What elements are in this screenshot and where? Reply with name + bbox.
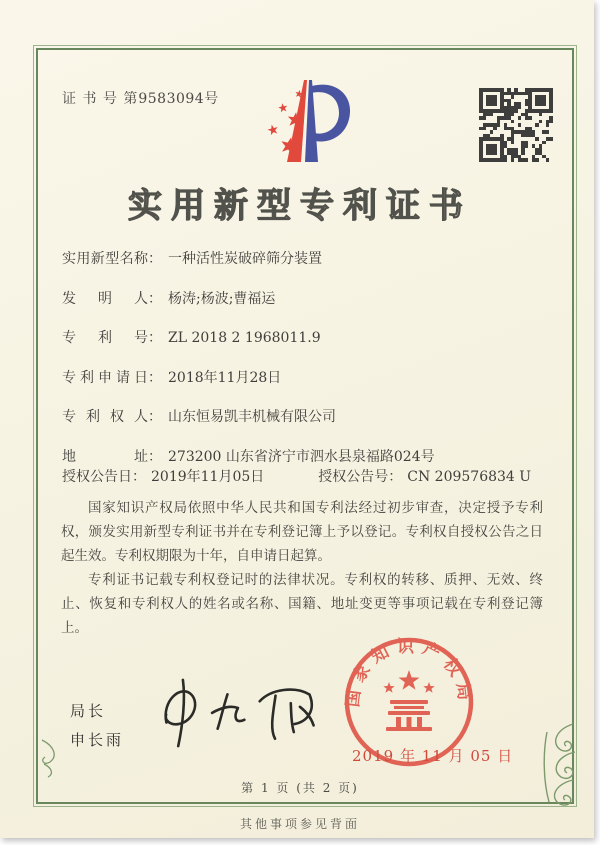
certificate-title: 实用新型专利证书 bbox=[128, 186, 472, 226]
seal-ring-text: 国家知识产权局 bbox=[343, 636, 475, 709]
field-patentee: 专利权人： 山东恒易凯丰机械有限公司 bbox=[62, 409, 336, 425]
grant-date-label: 授权公告日 bbox=[62, 469, 132, 485]
corner-flourish-small-icon bbox=[38, 738, 62, 778]
field-filing-date-value: 2018年11月28日 bbox=[168, 369, 282, 386]
field-filing-date: 专利申请日： 2018年11月28日 bbox=[62, 369, 282, 386]
field-inventor-value: 杨涛;杨波;曹福运 bbox=[168, 290, 276, 307]
page-number: 第 1 页 (共 2 页) bbox=[241, 781, 359, 795]
field-patent-no: 专利号： ZL 2018 2 1968011.9 bbox=[62, 330, 321, 346]
qr-code bbox=[479, 88, 553, 162]
field-name: 实用新型名称： 一种活性炭破碎筛分装置 bbox=[62, 251, 322, 267]
back-side-note: 其他事项参见背面 bbox=[239, 817, 360, 831]
cert-no-prefix: 证 书 号 第 bbox=[62, 91, 139, 107]
field-patentee-value: 山东恒易凯丰机械有限公司 bbox=[168, 409, 336, 425]
seal-date: 2019 年 11 月 05 日 bbox=[352, 747, 514, 765]
grant-row: 授权公告日： 2019年11月05日 授权公告号： CN 209576834 U bbox=[62, 469, 532, 485]
field-address: 地址： 273200 山东省济宁市泗水县泉福路024号 bbox=[62, 448, 435, 465]
director-title: 局长 bbox=[70, 703, 107, 720]
field-inventor: 发明人： 杨涛;杨波;曹福运 bbox=[62, 290, 276, 307]
director-name: 申长雨 bbox=[70, 731, 125, 749]
cert-no-value: 9583094 bbox=[138, 91, 205, 107]
corner-flourish-icon bbox=[537, 722, 581, 808]
field-name-value: 一种活性炭破碎筛分装置 bbox=[168, 251, 322, 267]
field-patent-no-value: ZL 2018 2 1968011.9 bbox=[168, 330, 321, 346]
cnipa-logo-icon bbox=[243, 72, 357, 168]
certificate-number bbox=[62, 88, 219, 108]
director-signature-icon bbox=[147, 665, 330, 755]
legal-paragraph-1: 国家知识产权局依照中华人民共和国专利法经过初步审查，决定授予专利权，颁发实用新型专利证书并在专利登记簿上予以登记。专利权自授权公告之日起生效。专利权期限为十年，自申请日起算。 bbox=[61, 500, 543, 565]
legal-text bbox=[61, 496, 543, 640]
field-address-value: 273200 山东省济宁市泗水县泉福路024号 bbox=[168, 448, 435, 465]
grant-date-value: 2019年11月05日 bbox=[151, 469, 265, 485]
director-block bbox=[70, 698, 124, 755]
grant-no-label: 授权公告号 bbox=[318, 469, 389, 485]
grant-no-value: CN 209576834 U bbox=[407, 469, 532, 485]
legal-paragraph-2: 专利证书记载专利权登记时的法律状况。专利权的转移、质押、无效、终止、恢复和专利权人的姓名或名称、国籍、地址变更等事项记载在专利登记簿上。 bbox=[61, 572, 543, 637]
field-list bbox=[62, 248, 542, 485]
cert-no-suffix: 号 bbox=[204, 91, 220, 107]
national-emblem-icon bbox=[383, 670, 434, 731]
